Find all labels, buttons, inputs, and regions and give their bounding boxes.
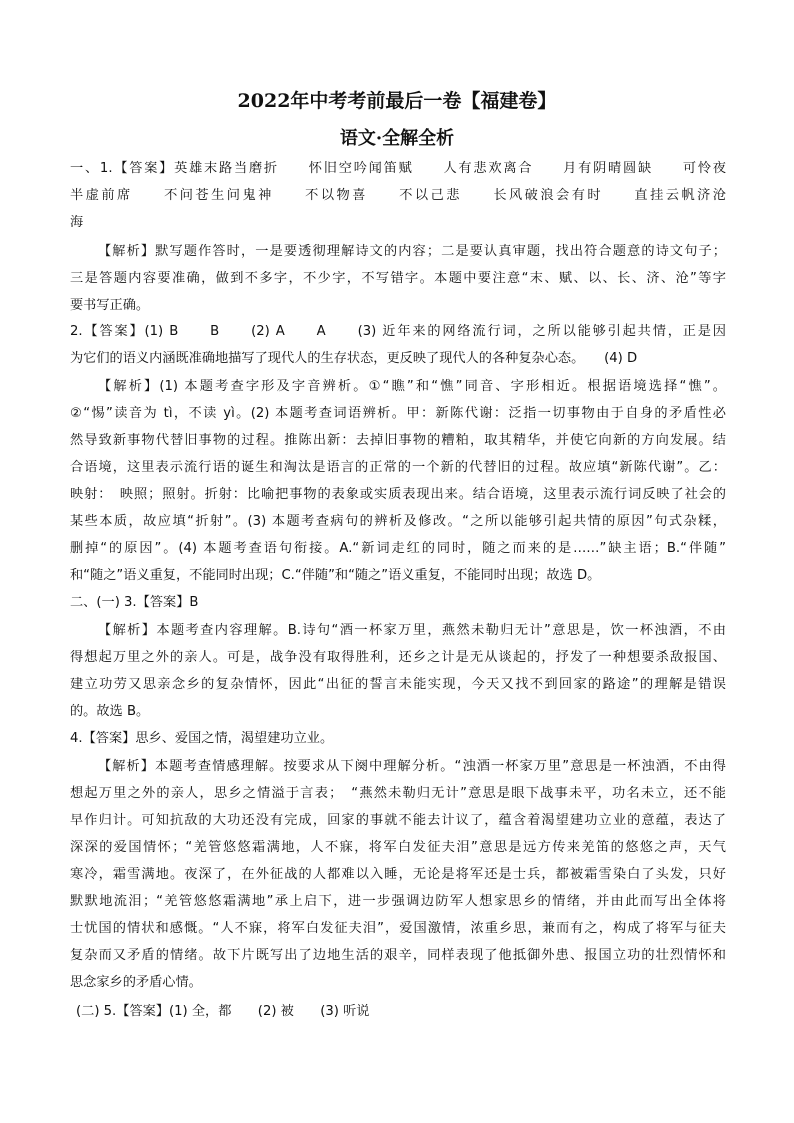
analysis-4-line-2: 想起万里之外的亲人，思乡之情溢于言表； “燕然未勒归无计”意思是眼下战事未平，功名未立，还不能 xyxy=(70,786,726,801)
analysis-4-line-7: 士忧国的情状和感慨。“人不寐，将军白发征夫泪”，爱国激情，浓重乡思，兼而有之，构成了将军与征夫 xyxy=(70,921,726,936)
analysis-1-line-2: 三是答题内容要准确，做到不多字，不少字，不写错字。本题中要注意“末、赋、以、长、济、沧”等字 xyxy=(70,271,726,286)
analysis-4-line-4: 深深的爱国情怀；“羌管悠悠霜满地，人不寐，将军白发征夫泪”意思是远方传来羌笛的悠悠之声，天气 xyxy=(70,840,726,855)
analysis-2-line-8: 和“随之”语义重复，不能同时出现；C.“伴随”和“随之”语义重复，不能同时出现；故选 D。 xyxy=(70,568,601,583)
answer-1-line-2: 半虚前席 不问苍生问鬼神 不以物喜 不以己悲 长风破浪会有时 直挂云帆济沧 xyxy=(70,188,726,203)
analysis-3-line-4: 的。故选 B。 xyxy=(70,704,150,719)
answer-1-line-1: 一、1.【答案】英雄末路当磨折 怀旧空吟闻笛赋 人有悲欢离合 月有阴晴圆缺 可怜夜 xyxy=(70,161,726,176)
analysis-4-line-6: 默默地流泪；“羌管悠悠霜满地”承上启下，进一步强调边防军人想家思乡的情绪，并由此而写出全体将 xyxy=(70,894,726,909)
analysis-2-line-6: 某些本质，故应填“折射”。(3) 本题考查病句的辨析及修改。“之所以能够引起共情的原因”句式杂糅， xyxy=(70,514,726,529)
analysis-4-line-9: 思念家乡的矛盾心情。 xyxy=(70,975,202,990)
analysis-3-line-1: 【解析】本题考查内容理解。B.诗句“酒一杯家万里，燕然未勒归无计”意思是，饮一杯浊酒，不由 xyxy=(98,623,726,638)
analysis-2-line-4: 合语境，这里表示流行语的诞生和淘汰是语言的正常的一个新的代替旧的过程。故应填“新陈代谢”。乙： xyxy=(70,460,726,475)
analysis-4-line-8: 复杂而又矛盾的情绪。故下片既写出了边地生活的艰辛，同样表现了他抵御外患、报国立功的壮烈情怀和 xyxy=(70,948,726,963)
analysis-4-line-3: 早作归计。可知抗敌的大功还没有完成，回家的事就不能去计议了，蕴含着渴望建功立业的意蕴，表达了 xyxy=(70,813,726,828)
analysis-2-line-2: ②“惕”读音为 tì，不读 yì。(2) 本题考查词语辨析。甲：新陈代谢：泛指一切事物由于自身的矛盾性必 xyxy=(70,406,726,421)
answer-4: 4.【答案】思乡、爱国之情，渴望建功立业。 xyxy=(70,731,334,746)
analysis-4-line-5: 寒冷，霜雪满地。夜深了，在外征战的人都难以入睡，无论是将军还是士兵，都被霜雪染白了头发，只好 xyxy=(70,867,726,882)
analysis-2-line-1: 【解析】(1) 本题考查字形及字音辨析。①“瞧”和“憔”同音、字形相近。根据语境选择“憔”。 xyxy=(98,379,726,394)
analysis-2-line-3: 然导致新事物代替旧事物的过程。推陈出新：去掉旧事物的糟粕，取其精华，并使它向新的方向发展。结 xyxy=(70,433,726,448)
analysis-3-line-3: 建立功劳又思亲念乡的复杂情怀，因此“出征的誓言未能实现，今天又找不到回家的路途”的理解是错误 xyxy=(70,677,726,692)
analysis-1-line-1: 【解析】默写题作答时，一是要透彻理解诗文的内容；二是要认真审题，找出符合题意的诗文句子； xyxy=(98,244,726,259)
analysis-1-line-3: 要书写正确。 xyxy=(70,298,150,313)
analysis-3-line-2: 得想起万里之外的亲人。可是，战争没有取得胜利，还乡之计是无从谈起的，抒发了一种想要杀敌报国、 xyxy=(70,650,726,665)
document-title: 2022年中考考前最后一卷【福建卷】 xyxy=(237,90,557,112)
analysis-2-line-5: 映射： 映照；照射。折射：比喻把事物的表象或实质表现出来。结合语境，这里表示流行词反映了社会的 xyxy=(70,487,726,502)
answer-1-line-3: 海 xyxy=(70,215,84,230)
answer-5: (二) 5.【答案】(1) 全，都 (2) 被 (3) 听说 xyxy=(76,1004,370,1019)
analysis-2-line-7: 删掉“的原因”。(4) 本题考查语句衔接。A.“新词走红的同时，随之而来的是……”缺主语；B.“伴随” xyxy=(70,541,726,556)
analysis-4-line-1: 【解析】本题考查情感理解。按要求从下阕中理解分析。“浊酒一杯家万里”意思是一杯浊酒，不由得 xyxy=(98,759,726,774)
answer-2-line-2: 为它们的语义内涵既准确地描写了现代人的生存状态，更反映了现代人的各种复杂心态。 (4) D xyxy=(70,351,638,366)
document-subtitle: 语文·全解全析 xyxy=(339,128,455,149)
answer-2-line-1: 2.【答案】(1) B B (2) A A (3) 近年来的网络流行词，之所以能够引起共情，正是因 xyxy=(70,324,726,339)
answer-3: 二、(一) 3.【答案】B xyxy=(70,595,199,610)
